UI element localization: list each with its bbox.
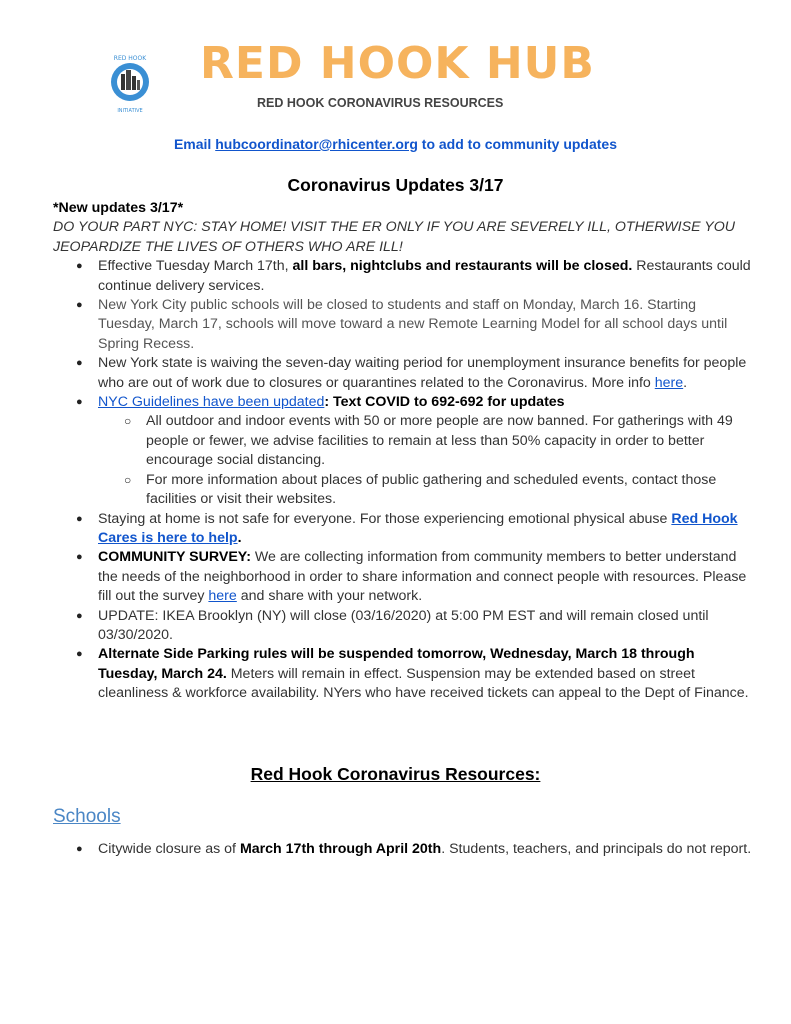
schools-content — [53, 840, 753, 859]
email-suffix: to add to community updates — [417, 136, 618, 152]
item-text: Effective Tuesday March 17th, — [98, 258, 293, 275]
list-item — [53, 607, 753, 646]
new-updates-label: *New updates 3/17* — [53, 200, 184, 216]
red-hook-initiative-logo — [104, 52, 156, 114]
email-prefix: Email — [173, 136, 216, 152]
sublist-item: ○ For more information about places of public gathering and scheduled events, contact those facilities or visit their websites. — [98, 471, 753, 510]
list-item — [53, 257, 753, 296]
schools-list — [53, 840, 753, 859]
item-text: . — [237, 529, 242, 546]
item-bold-text: March 17th through April 20th — [239, 841, 442, 857]
email-link[interactable]: hubcoordinator@rhicenter.org — [215, 136, 418, 152]
item-bold-text: Text COVID to 692-692 for updates — [333, 394, 565, 411]
item-bold-text: COMMUNITY SURVEY: — [98, 549, 251, 566]
sublist-item: ○ All outdoor and indoor events with 50 or more people are now banned. For gatherings with 49 people or fewer, we advise facilities to remain at less than 50% capacity in order to better encourage social distancing. — [98, 412, 753, 470]
item-text: We are collecting information from community members to better understand the needs of the neighborhood in order to share information and connect people with resources. Please fill out the survey — [98, 549, 747, 605]
list-item — [53, 510, 753, 549]
list-item — [53, 296, 753, 354]
email-line — [0, 136, 791, 152]
item-text: and share with your network. — [236, 588, 423, 605]
red-hook-cares-link[interactable]: Red Hook Cares is here to help — [98, 510, 738, 546]
unemployment-info-link[interactable]: here — [654, 374, 684, 391]
list-item — [53, 548, 753, 606]
svg-text:RED HOOK: RED HOOK — [113, 55, 147, 62]
list-item — [53, 354, 753, 393]
list-item — [53, 393, 753, 509]
item-bold-text: Alternate Side Parking rules will be suspended tomorrow, Wednesday, March 18 through Tuesday, March 24. — [98, 646, 695, 682]
updates-heading: Coronavirus Updates 3/17 — [287, 175, 504, 195]
resources-heading: Red Hook Coronavirus Resources: — [250, 764, 541, 784]
item-text: New York City public schools will be closed to students and staff on Monday, March 16. Starting Tuesday, March 17, schools will move toward a new Remote Learning Model for all school days until Spring Recess. — [98, 297, 728, 352]
item-text: New York state is waiving the seven-day waiting period for unemployment insurance benefits for people who are out of work due to closures or quarantines related to the Coronavirus. More info — [98, 355, 747, 391]
item-colon: : — [324, 394, 334, 411]
page-subtitle: RED HOOK CORONAVIRUS RESOURCES — [257, 96, 504, 110]
page-title: RED HOOK HUB — [200, 38, 595, 89]
nyc-guidelines-link[interactable]: NYC Guidelines have been updated — [98, 394, 325, 411]
list-item — [53, 840, 753, 859]
item-text: . Students, teachers, and principals do not report. — [441, 841, 752, 857]
updates-list — [53, 257, 753, 703]
stay-home-warning: DO YOUR PART NYC: STAY HOME! VISIT THE ER ONLY IF YOU ARE SEVERELY ILL, OTHERWISE YOU JEOPARDIZE THE LIVES OF OTHERS WHO ARE ILL! — [53, 219, 735, 255]
item-text: Restaurants could continue delivery services. — [98, 258, 751, 294]
svg-text:INITIATIVE: INITIATIVE — [117, 108, 143, 114]
item-text: Staying at home is not safe for everyone. For those experiencing emotional physical abuse — [98, 510, 672, 527]
item-text: . — [683, 374, 688, 391]
item-text: Citywide closure as of — [98, 841, 240, 857]
survey-link[interactable]: here — [208, 588, 237, 605]
updates-content — [53, 199, 753, 704]
list-item — [53, 645, 753, 703]
item-text: UPDATE: IKEA Brooklyn (NY) will close (03/16/2020) at 5:00 PM EST and will remain closed until 03/30/2020. — [98, 607, 709, 643]
guidelines-sublist — [98, 412, 753, 509]
item-bold-text: all bars, nightclubs and restaurants will be closed. — [292, 258, 633, 275]
schools-heading-link[interactable]: Schools — [53, 806, 121, 827]
item-text: Meters will remain in effect. Suspension may be extended based on street cleanliness & workforce availability. NYers who have received tickets can appeal to the Dept of Finance. — [98, 665, 749, 702]
